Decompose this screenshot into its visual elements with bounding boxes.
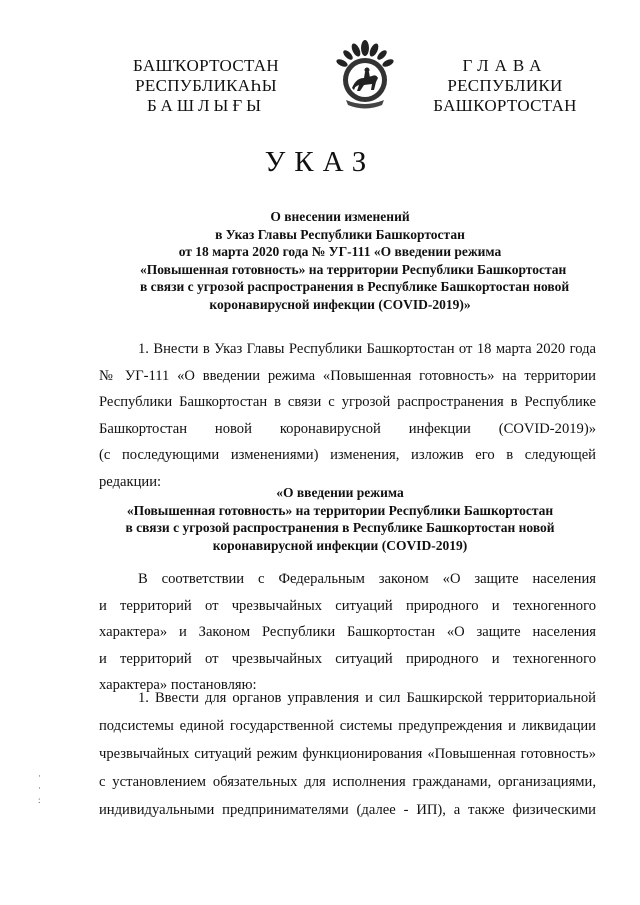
title-line: О внесении изменений <box>270 209 410 224</box>
paragraph-3 <box>99 684 596 824</box>
text-line: В соответствии с Федеральным законом «О защите населения <box>138 571 596 587</box>
subtitle-line: коронавирусной инфекции (COVID-2019) <box>212 537 468 553</box>
text-line: подсистемы единой государственной системы предупреждения и ликвидации <box>99 718 596 734</box>
regime-subtitle <box>120 484 560 554</box>
text-line: индивидуальными предпринимателями (далее - ИП), а также физическими <box>99 802 596 818</box>
text-line: характера» и Законом Республики Башкортостан «О защите населения <box>99 624 596 640</box>
subtitle-line: «Повышенная готовность» на территории Республики Башкортостан <box>126 502 554 518</box>
subtitle-line: «О введении режима <box>276 485 404 500</box>
header-bashkir <box>116 56 296 116</box>
paragraph-2 <box>99 566 596 699</box>
text-line: и территорий от чрезвычайных ситуаций природного и техногенного <box>99 597 596 614</box>
header-left-line: БАШҠОРТОСТАН <box>133 56 279 75</box>
subtitle-line: в связи с угрозой распространения в Республике Башкортостан новой <box>125 520 555 536</box>
scan-margin-dots: · · : <box>38 771 41 805</box>
text-line: Республики Башкортостан в связи с угрозой распространения в Республике <box>99 394 596 410</box>
text-line: чрезвычайных ситуаций режим функционирования «Повышенная готовность» <box>99 746 596 762</box>
text-line: (с последующими изменениями) изменения, изложив его в следующей <box>99 447 596 463</box>
header-right-line: РЕСПУБЛИКИ <box>447 76 563 95</box>
decree-title <box>140 208 570 314</box>
text-line: 1. Внести в Указ Главы Республики Башкортостан от 18 марта 2020 года <box>138 341 596 357</box>
header-right-line: ГЛАВА <box>462 56 548 75</box>
paragraph-1 <box>99 336 596 495</box>
title-line: коронавирусной инфекции (COVID-2019)» <box>209 296 471 312</box>
title-line: в связи с угрозой распространения в Республике Башкортостан новой <box>140 279 570 295</box>
title-line: «Повышенная готовность» на территории Республики Башкортостан <box>140 261 567 277</box>
text-line: № УГ-111 «О введении режима «Повышенная готовность» на территории <box>99 367 596 384</box>
header-russian <box>420 56 590 116</box>
text-line: 1. Ввести для органов управления и сил Башкирской территориальной <box>138 690 596 706</box>
text-line: редакции: <box>99 473 162 490</box>
document-type-heading: УКАЗ <box>264 146 376 178</box>
text-line: Башкортостан новой коронавирусной инфекции (COVID-2019)» <box>99 420 596 437</box>
title-line: в Указ Главы Республики Башкортостан <box>215 226 465 242</box>
coat-of-arms-icon <box>330 38 400 110</box>
text-line: и территорий от чрезвычайных ситуаций природного и техногенного <box>99 650 596 667</box>
text-line: характера» постановляю: <box>99 677 257 693</box>
header-left-line: РЕСПУБЛИКАҺЫ <box>135 76 277 95</box>
header-left-line: БАШЛЫҒЫ <box>147 96 265 115</box>
title-line: от 18 марта 2020 года № УГ-111 «О введении режима <box>178 244 502 260</box>
header-right-line: БАШКОРТОСТАН <box>433 96 577 115</box>
text-line: с установлением обязательных для исполнения гражданами, организациями, <box>99 774 596 790</box>
